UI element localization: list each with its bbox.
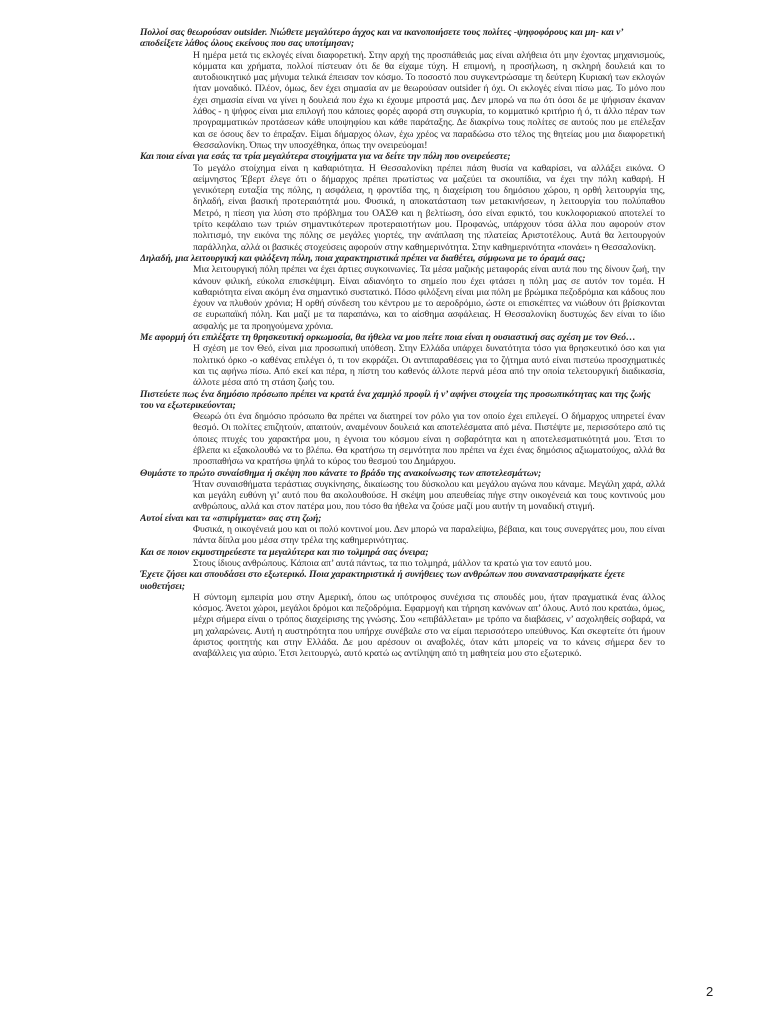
interview-answer: Θεωρώ ότι ένα δημόσιο πρόσωπο θα πρέπει να διατηρεί τον ρόλο για τον οποίο έχει επιλεγεί. Ο δήμαρχος υπηρετεί έναν θεσμό. Οι πολίτες επιζητούν, απαιτούν, αναμένουν δουλειά και αποτελέσματα από μένα. Πιστέψτε με, περισσότερο από τις όποιες πτυχές του χαρακτήρα μου, η έγνοια του κόσμου είναι η σοβαρότητα και η αποτελεσματικότητά μου. Έτσι το έβλεπα κι εξακολουθώ να το βλέπω. Θα κρατήσω τη σεμνότητα που πρέπει να έχει ένας δημόσιος αξιωματούχος, αλλά θα προσπαθήσω να κρατήσω ψηλά το κύρος του θεσμού του Δημάρχου. <box>193 411 665 468</box>
interview-question: Με αφορμή ότι επιλέξατε τη θρησκευτική ορκωμοσία, θα ήθελα να μου πείτε ποια είναι η ουσιαστική σας σχέση με τον Θεό… <box>140 332 636 344</box>
interview-question: Πολλοί σας θεωρούσαν outsider. Νιώθετε μεγαλύτερο άγχος και να ικανοποιήσετε τους πολίτες -ψηφοφόρους και μη- και ν’ αποδείξετε λάθος όλους εκείνους που σας υποτίμησαν; <box>140 27 623 50</box>
interview-answer: Φυσικά, η οικογένειά μου και οι πολύ κοντινοί μου. Δεν μπορώ να παραλείψω, βέβαια, και τους συνεργάτες μου, που είναι πάντα δίπλα μου μέσα στην τρέλα της καθημερινότητας. <box>193 524 665 547</box>
interview-answer: Η ημέρα μετά τις εκλογές είναι διαφορετική. Στην αρχή της προσπάθειάς μας είναι αλήθεια ότι μην έχοντας μηχανισμούς, κόμματα και χρήματα, πολλοί πίστευαν ότι δε θα είχαμε τύχη. Η επιμονή, η προσήλωση, η σκληρή δουλειά και το αυτοδιοικητικό μας μήνυμα τελικά έπεισαν τον κόσμο. Το ποσοστό που συγκεντρώσαμε τη δεύτερη Κυριακή των εκλογών ήταν μοναδικό. Πλέον, όμως, δεν έχει σημασία αν με θεωρούσαν outsider ή όχι. Οι εκλογές είναι πίσω μας. Το μόνο που έχει σημασία είναι να γίνει η δουλειά που έχω κι έχουμε μπροστά μας. Δεν μπορώ να πω ότι όσοι δε με ψήφισαν έκαναν λάθος - η ψήφος είναι μια επιλογή που κάποιες φορές αφορά στη συγκυρία, το κομματικό κριτήριο ή ό, τι άλλο πέραν των προγραμματικών προτάσεων κάθε υποψηφίου και κάθε παράταξης. Δε διακρίνω τους πολίτες σε αυτούς που με επέλεξαν και σε όσους δεν το έπραξαν. Είμαι δήμαρχος όλων, έχω χρέος να παραδώσω στο τέλος της θητείας μου μια διαφορετική Θεσσαλονίκη. Όπως την υποσχέθηκα, όπως την ονειρεύομαι! <box>193 49 665 151</box>
interview-answer: Η σύντομη εμπειρία μου στην Αμερική, όπου ως υπότροφος συνέχισα τις σπουδές μου, ήταν πραγματικά ένας άλλος κόσμος. Άνετοι χώροι, μεγάλοι δρόμοι και πεζοδρόμια. Εφαρμογή και τήρηση κανόνων απ’ όλους. Αυτό που κρατάω, όμως, μέχρι σήμερα είναι ο τρόπος διαχείρισης της γνώσης. Σου «επιβάλλεται» με τρόπο να διαβάσεις, ν’ ασχοληθείς σοβαρά, να μη χαλαρώνεις. Αυτή η αυστηρότητα που υπήρχε συνέβαλε στο να είμαι περισσότερο υπεύθυνος. Και σκεφτείτε ότι ήμουν άριστος φοιτητής και στην Ελλάδα. Δε μου αρέσουν οι αναβολές, όταν κάτι μπορείς να το κάνεις σήμερα δεν το αναβάλλεις για αύριο. Έτσι λειτουργώ, αυτό κρατώ ως αντίληψη από τη μαθητεία μου στο εξωτερικό. <box>193 591 665 660</box>
interview-question: Έχετε ζήσει και σπουδάσει στο εξωτερικό. Ποια χαρακτηριστικά ή συνήθειες των ανθρώπων που συναναστραφήκατε έχετε υιοθετήσει; <box>140 569 625 592</box>
interview-question: Αυτοί είναι και τα «σπιρίγματα» σας στη ζωή; <box>140 512 322 524</box>
interview-answer: Μια λειτουργική πόλη πρέπει να έχει άρτιες συγκοινωνίες. Τα μέσα μαζικής μεταφοράς είναι αυτά που της δίνουν ζωή, την κάνουν φιλική, εύκολα επισκέψιμη. Είναι αδιανόητο το σημείο που έχει φτάσει η πόλη μας σε αυτόν τον τομέα. Η καθαριότητα είναι ακόμη ένα σημαντικό συστατικό. Πόσο φιλόξενη είναι μια πόλη με βρώμικα πεζοδρόμια και κάδους που έχουν να πλυθούν χρόνια; Η ορθή σύνδεση του κέντρου με το αεροδρόμιο, ώστε οι επισκέπτες να νιώθουν ότι βρίσκονται σε ευρωπαϊκή πόλη. Και μαζί με τα παραπάνω, και το αίσθημα ασφάλειας. Η Θεσσαλονίκη δυστυχώς δεν είναι το ίδιο ασφαλής με τα προηγούμενα χρόνια. <box>193 264 665 332</box>
interview-answer: Ήταν συναισθήματα τεράστιας συγκίνησης, δικαίωσης του δύσκολου και μεγάλου αγώνα που κάναμε. Μεγάλη χαρά, αλλά και μεγάλη ευθύνη γι’ αυτό που θα ακολουθούσε. Η σκέψη μου απευθείας πήγε στην οικογένειά και τους κοντινούς μου ανθρώπους, αλλά και στον πατέρα μου, που τόσο θα ήθελα να ζούσε μαζί μου αυτήν τη μοναδική στιγμή. <box>193 478 665 513</box>
interview-question: Πιστεύετε πως ένα δημόσιο πρόσωπο πρέπει να κρατά ένα χαμηλό προφίλ ή ν’ αφήνει στοιχεία της προσωπικότητας και της ζωής του να εξωτερικεύονται; <box>140 388 651 411</box>
page-number: 2 <box>706 984 714 999</box>
interview-answer: Στους ίδιους ανθρώπους. Κάποια απ’ αυτά πάντως, τα πιο τολμηρά, μάλλον τα κρατώ για τον εαυτό μου. <box>193 557 592 569</box>
interview-answer: Η σχέση με τον Θεό, είναι μια προσωπική υπόθεση. Στην Ελλάδα υπάρχει δυνατότητα τόσο για θρησκευτικό όσο και για πολιτικό όρκο -ο καθένας επιλέγει ό, τι τον εκφράζει. Οι αντιπαραθέσεις για το ζήτημα αυτό είναι πιστεύω προσχηματικές και τις αφήνω πίσω. Από εκεί και πέρα, η πίστη του καθενός άλλοτε περνά μέσα από την οποία τελετουργική διαδικασία, άλλοτε μέσα από τη στάση ζωής του. <box>193 343 665 389</box>
interview-question: Θυμάστε το πρώτο συναίσθημα ή σκέψη που κάνατε το βράδυ της ανακοίνωσης των αποτελεσμάτων; <box>140 467 542 479</box>
interview-answer: Το μεγάλο στοίχημα είναι η καθαριότητα. Η Θεσσαλονίκη πρέπει πάση θυσία να καθαρίσει, να αλλάξει εικόνα. Ο αείμνηστος Έβερτ έλεγε ότι ο δήμαρχος πρέπει πρωτίστως να μαζεύει τα σκουπίδια, να έχει την πόλη καθαρή. Η γενικότερη ευταξία της πόλης, η ασφάλεια, η φροντίδα της, η διαχείριση του δημόσιου χώρου, η ορθή λειτουργία της, δηλαδή, είναι βασική προτεραιότητά μου. Φυσικά, η αποκατάσταση των μετακινήσεων, η λειτουργία του πολύπαθου Μετρό, η πίεση για λύση στο πρόβλημα του ΟΑΣΘ και η βελτίωση, όσο είναι εφικτό, του κυκλοφοριακού αποτελεί το τρίτο κεφάλαιο των τριών σημαντικότερων προτεραιοτήτων μου. Προφανώς, υπάρχουν τόσα άλλα που αφορούν στον πολιτισμό, την εικόνα της πόλης σε μεγάλες γιορτές, την ανάπλαση της πλατείας Αριστοτέλους. Αυτά θα λειτουργούν παράλληλα, αλλά οι βασικές στοχεύσεις αφορούν στην καθημερινότητα. Στην καθημερινότητα «πονάει» η Θεσσαλονίκη. <box>193 162 665 253</box>
interview-question: Και ποια είναι για εσάς τα τρία μεγαλύτερα στοιχήματα για να δείτε την πόλη που ονειρεύεστε; <box>140 151 511 163</box>
interview-article <box>140 27 665 887</box>
interview-question: Δηλαδή, μια λειτουργική και φιλόξενη πόλη, ποια χαρακτηριστικά πρέπει να διαθέτει, σύμφωνα με το όραμά σας; <box>140 252 586 264</box>
interview-question: Και σε ποιον εκμυστηρεύεστε τα μεγαλύτερα και πιο τολμηρά σας όνειρα; <box>140 546 429 558</box>
